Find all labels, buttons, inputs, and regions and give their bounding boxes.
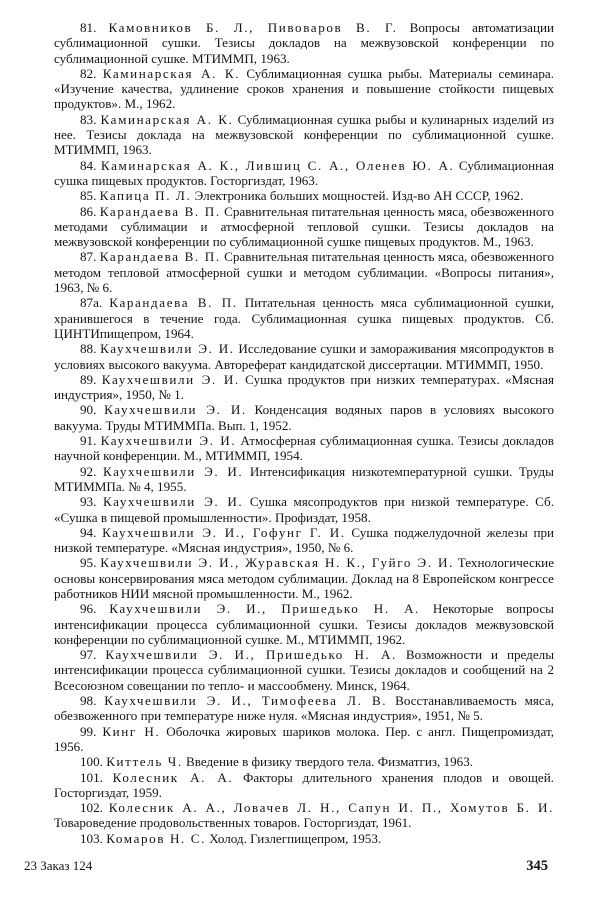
bibliography-entry bbox=[54, 433, 554, 464]
entry-author: Каухчешвили Э. И. bbox=[102, 494, 244, 510]
entry-number: 97. bbox=[80, 647, 97, 663]
entry-title: Введение в физику твердого тела. Физматгиз, 1963. bbox=[182, 754, 474, 770]
entry-title: Сушка поджелудочной железы при низкой температуре. «Мясная индустрия», 1950, № 6. bbox=[54, 524, 555, 556]
entry-author: Каухчешвили Э. И. bbox=[104, 402, 247, 418]
entry-title: Сублимационная сушка рыбы и кулинарных изделий из нее. Тезисы доклада на межвузовской конференции по сублимационной сушке. МТИММП, 1963. bbox=[54, 111, 554, 158]
entry-title: Сублимационная сушка пищевых продуктов. Госторгиздат, 1963. bbox=[54, 157, 554, 188]
entry-author: Капица П. Л. bbox=[99, 188, 192, 204]
entry-number: 84. bbox=[80, 157, 97, 173]
entry-number: 103. bbox=[80, 830, 103, 846]
entry-author: Карандаева В. П. bbox=[99, 203, 221, 219]
bibliography-entry bbox=[54, 112, 554, 158]
entry-number: 82. bbox=[80, 65, 97, 81]
entry-title: Сублимационная сушка рыбы. Материалы семинара. «Изучение качества, удлинение сроков хранения и повышение стойкости пищевых продуктов». М., 1962. bbox=[54, 65, 554, 112]
entry-number: 99. bbox=[80, 723, 97, 739]
bibliography-entry bbox=[54, 204, 554, 250]
printer-signature: 23 Заказ 124 bbox=[24, 858, 93, 873]
entry-number: 100. bbox=[80, 754, 103, 770]
entry-author: Каухчешвили Э. И. bbox=[100, 341, 235, 357]
page-number: 345 bbox=[526, 858, 548, 874]
entry-title: Исследование сушки и замораживания мясопродуктов в условиях высокого вакуума. Автореферат кандидатской диссертации. МТИММП, 1950. bbox=[54, 341, 554, 372]
entry-number: 85. bbox=[80, 188, 97, 204]
bibliography-entry bbox=[54, 555, 554, 601]
bibliography-entry bbox=[54, 295, 554, 341]
bibliography-entry bbox=[54, 20, 554, 66]
entry-title: Интенсификация низкотемпературной сушки. Труды МТИММПа. № 4, 1955. bbox=[54, 463, 554, 494]
entry-author: Кинг Н. bbox=[102, 723, 161, 739]
bibliography-entry bbox=[54, 525, 554, 556]
entry-number: 81. bbox=[80, 20, 97, 35]
entry-author: Камовников Б. Л., Пивоваров В. Г. bbox=[108, 20, 398, 35]
page-footer bbox=[24, 858, 548, 878]
bibliography-entry bbox=[54, 831, 554, 846]
bibliography-entry bbox=[54, 601, 554, 647]
bibliography-list bbox=[54, 20, 554, 846]
entry-title: Сравнительная питательная ценность мяса, обезвоженного методами сублимации и атмосферной тепловой сушки. Тезисы докладов на межвузовской конференции по сублимационной сушке пищевых продуктов. М., 1963. bbox=[54, 203, 554, 250]
entry-author: Карандаева В. П. bbox=[99, 249, 221, 265]
entry-number: 98. bbox=[80, 693, 97, 709]
entry-number: 94. bbox=[80, 524, 97, 540]
entry-number: 91. bbox=[80, 433, 97, 449]
entry-number: 96. bbox=[80, 601, 97, 617]
entry-author: Каминарская А. К. bbox=[100, 111, 234, 127]
entry-title: Холод. Гизлегпищепром, 1953. bbox=[205, 830, 382, 846]
entry-number: 95. bbox=[80, 555, 97, 571]
entry-number: 92. bbox=[80, 463, 97, 479]
entry-number: 101. bbox=[80, 769, 103, 785]
entry-author: Каухчешвили Э. И., Журавская Н. К., Гуйго Э. И. bbox=[100, 555, 454, 571]
bibliography-entry bbox=[54, 66, 554, 112]
entry-number: 83. bbox=[80, 111, 97, 127]
entry-title: Сушка продуктов при низких температурах. «Мясная индустрия», 1950, № 1. bbox=[54, 371, 555, 403]
entry-number: 87. bbox=[80, 249, 97, 265]
bibliography-entry bbox=[54, 754, 554, 769]
bibliography-entry bbox=[54, 158, 554, 189]
entry-author: Каухчешвили Э. И., Пришедько Н. А. bbox=[105, 647, 397, 663]
entry-author: Каухчешвили Э. И., Тимофеева Л. В. bbox=[104, 693, 388, 709]
bibliography-entry bbox=[54, 724, 554, 755]
entry-author: Карандаева В. П. bbox=[109, 295, 238, 311]
entry-author: Каухчешвили Э. И., Пришедько Н. А. bbox=[109, 601, 421, 617]
bibliography-entry bbox=[54, 372, 554, 403]
entry-title: Сравнительная питательная ценность мяса, обезвоженного методом тепловой атмосферной сушки и методом сублимации. «Вопросы питания», 1963, № 6. bbox=[54, 249, 554, 296]
bibliography-entry bbox=[54, 464, 554, 495]
bibliography-entry bbox=[54, 770, 554, 801]
entry-number: 90. bbox=[80, 402, 97, 418]
entry-author: Каухчешвили Э. И. bbox=[102, 463, 244, 479]
entry-title: Питательная ценность мяса сублимационной сушки, хранившегося в течение года. Сублимационная сушка пищевых продуктов. Сб. ЦИНТИпищепром, 1964. bbox=[54, 295, 555, 341]
entry-title: Технологические основы консервирования мяса методом сублимации. Доклад на 8 Европейском конгрессе работников НИИ мясной промышленности. М., 1962. bbox=[54, 555, 555, 601]
bibliography-entry bbox=[54, 647, 554, 693]
entry-number: 89. bbox=[80, 371, 97, 387]
entry-title: Некоторые вопросы интенсификации процесса сублимационной сушки. Тезисы докладов межвузовской конференции по сублимационной сушке. М., МТИММП, 1962. bbox=[54, 601, 554, 647]
entry-author: Каухчешвили Э. И. bbox=[101, 371, 240, 387]
entry-author: Колесник А. А. bbox=[112, 769, 234, 785]
bibliography-entry bbox=[54, 402, 554, 433]
entry-author: Колесник А. А., Ловачев Л. Н., Сапун И. П., Хомутов Б. И. bbox=[108, 800, 554, 816]
entry-number: 93. bbox=[80, 494, 97, 510]
entry-title: Вопросы автоматизации сублимационной сушки. Тезисы докладов на межвузовской конференции по сублимационной сушке. МТИММП, 1963. bbox=[54, 20, 554, 66]
entry-number: 87а. bbox=[80, 295, 103, 311]
entry-title: Восстанавливаемость мяса, обезвоженного при температуре ниже нуля. «Мясная индустрия», 1951, № 5. bbox=[54, 693, 554, 724]
bibliography-entry bbox=[54, 188, 554, 203]
entry-title: Электроника больших мощностей. Изд-во АН СССР, 1962. bbox=[191, 188, 524, 204]
bibliography-entry bbox=[54, 249, 554, 295]
entry-author: Каминарская А. К. bbox=[102, 65, 241, 81]
entry-author: Комаров Н. С. bbox=[106, 830, 206, 846]
entry-number: 88. bbox=[80, 341, 97, 357]
entry-title: Конденсация водяных паров в условиях высокого вакуума. Труды МТИММПа. Вып. 1, 1952. bbox=[54, 402, 554, 433]
entry-title: Товароведение продовольственных товаров. Госторгиздат, 1961. bbox=[54, 815, 412, 831]
entry-title: Факторы длительного хранения плодов и овощей. Госторгиздат, 1959. bbox=[54, 769, 555, 800]
entry-title: Атмосферная сублимационная сушка. Тезисы докладов научной конференции. М., МТИММП, 1954. bbox=[54, 433, 554, 464]
entry-number: 102. bbox=[80, 800, 103, 816]
bibliography-entry bbox=[54, 693, 554, 724]
entry-author: Каухчешвили Э. И. bbox=[100, 433, 237, 449]
entry-author: Каминарская А. К., Лившиц С. А., Оленев Ю. А. bbox=[100, 157, 455, 173]
entry-title: Оболочка жировых шариков молока. Пер. с англ. Пищепромиздат, 1956. bbox=[54, 723, 554, 754]
bibliography-entry bbox=[54, 494, 554, 525]
bibliography-entry bbox=[54, 800, 554, 831]
entry-number: 86. bbox=[80, 203, 97, 219]
entry-author: Каухчешвили Э. И., Гофунг Г. И. bbox=[102, 524, 346, 540]
entry-author: Киттель Ч. bbox=[106, 754, 183, 770]
entry-title: Сушка мясопродуктов при низкой температуре. Сб. «Сушка в пищевой промышленности». Профиздат, 1958. bbox=[54, 494, 554, 525]
entry-title: Возможности и пределы интенсификации процесса сублимационной сушки. Тезисы докладов и сообщений на 2 Всесоюзном совещании по тепло- и массообмену. Минск, 1964. bbox=[54, 647, 554, 693]
bibliography-entry bbox=[54, 341, 554, 372]
